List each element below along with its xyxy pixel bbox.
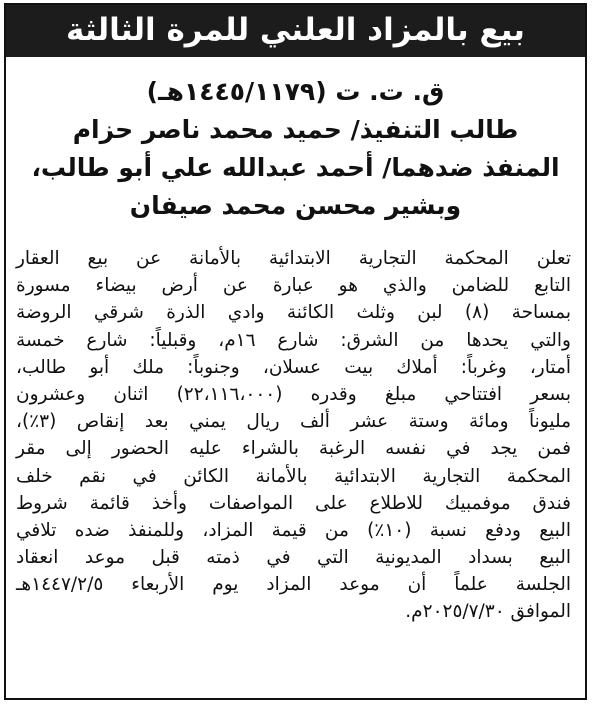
body-line: المحكمة التجارية الابتدائية بالأمانة الكائن في نقم خلف (16, 465, 571, 487)
body-line: أمتار، وغرباً: أملاك بيت عسلان، وجنوباً: ملك أبو طالب، (16, 356, 571, 378)
notice-title-banner (6, 5, 585, 57)
body-line: البيع ودفع نسبة (١٠٪) من قيمة المزاد، وللمنفذ ضده تلافي (16, 519, 571, 541)
notice-body (16, 245, 571, 626)
notice-title: بيع بالمزاد العلني للمرة الثالثة (66, 12, 525, 48)
auction-notice (4, 3, 587, 700)
body-line: التابع للضامن والذي هو عبارة عن أرض بيضاء مسورة (16, 275, 571, 297)
body-line: والتي يحدها من الشرق: شارع ١٦م، وقبلياً: شارع خمسة (16, 329, 571, 351)
body-line: مليوناً ومائة وستة عشر ألف ريال يمني بعد إنقاص (٣٪)، (16, 411, 571, 433)
body-line: الجلسة علماً أن موعد المزاد يوم الأربعاء ١٤٤٧/٢/٥هـ (16, 574, 571, 596)
case-number: ق. ت. ت (١٤٤٥/١١٧٩هـ) (146, 77, 445, 106)
body-line: بسعر افتتاحي مبلغ وقدره (٢٢،١١٦،٠٠٠) اثنان وعشرون (16, 383, 571, 405)
notice-headings (18, 73, 573, 225)
respondents-line-2: وبشير محسن محمد صيفان (129, 191, 462, 220)
respondents-line-1: المنفذ ضدهما/ أحمد عبدالله علي أبو طالب، (31, 153, 560, 182)
body-line: تعلن المحكمة التجارية الابتدائية بالأمانة عن بيع العقار (16, 248, 571, 269)
body-line: فندق موفمبيك للاطلاع على المواصفات وأخذ قائمة شروط (16, 492, 571, 514)
body-line: بمساحة (٨) لبن وثلث الكائنة وادي الذرة شرقي الروضة (16, 302, 571, 324)
body-line: الموافق ٢٠٢٥/٧/٣٠م. (405, 601, 571, 623)
body-line: البيع بسداد المديونية التي في ذمته قبل موعد انعقاد (16, 547, 571, 569)
body-line: فمن يجد في نفسه الرغبة بالشراء عليه الحضور إلى مقر (16, 438, 571, 460)
petitioner-line: طالب التنفيذ/ حميد محمد ناصر حزام (72, 115, 519, 144)
